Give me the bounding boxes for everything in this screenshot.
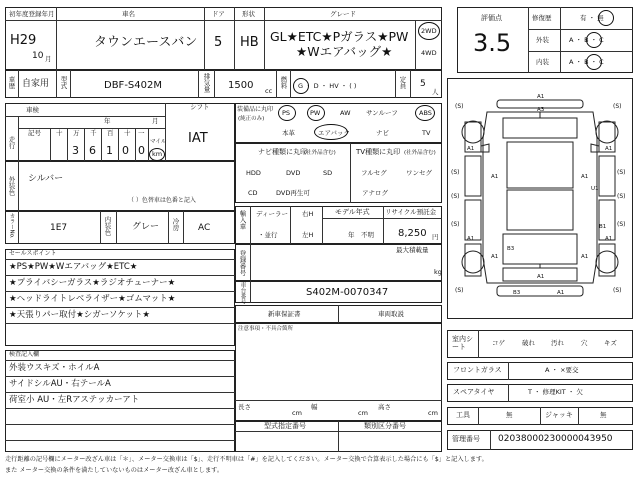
width-label: 幅	[311, 403, 318, 411]
reg-year: H29	[10, 33, 37, 48]
import-label: 輸入車	[238, 210, 247, 230]
ac-value: AC	[198, 223, 211, 233]
digit-hdr-5: 十	[124, 129, 131, 137]
manual-label: 車両取説	[378, 310, 404, 318]
seat-scratch: キズ	[604, 339, 617, 347]
grade-line2: ★Wエアバッグ★	[296, 44, 393, 59]
digit-2: 3	[72, 144, 79, 157]
tv-sub: (社外品含む)	[404, 150, 436, 156]
tv-oneseg: ワンセグ	[406, 169, 432, 177]
color-code: 1E7	[50, 223, 68, 233]
digit-hdr-1: 十	[56, 129, 63, 137]
spare-items: T ・ 修理KIT ・ 欠	[528, 388, 583, 396]
diag-label-a1-mr: A1	[581, 174, 589, 180]
diag-s-2: (S)	[613, 103, 622, 110]
notes-label: 注意事項・不具合箇所	[238, 326, 294, 332]
import-left-hand: 左H	[302, 231, 314, 239]
length-label: 長さ	[238, 403, 251, 411]
reg-month: 10	[32, 51, 44, 61]
diag-label-a1-fl: A1	[467, 146, 475, 152]
seat-tear: 破れ	[522, 339, 535, 347]
selling-line-3: ★天張りパー取付★シガーソケット★	[9, 310, 151, 320]
chassis-number: S402M-0070347	[306, 287, 389, 298]
tools-value: 無	[506, 411, 513, 419]
model-year-label: モデル年式	[335, 208, 370, 216]
equip-subtitle: (純正のみ)	[238, 116, 265, 122]
diag-label-a1-rr: A1	[581, 254, 589, 260]
mgmt-label: 管理番号	[452, 435, 480, 443]
diag-s-5: (S)	[451, 193, 460, 200]
height-label: 高さ	[378, 403, 391, 411]
type-label: 型式指定番号	[264, 422, 306, 430]
selling-line-1: ★プライバシーガラス★ラジオチューナー★	[9, 278, 176, 288]
height-cm: cm	[428, 409, 438, 417]
nav-hdd: HDD	[246, 169, 261, 177]
model-label: 型式	[59, 76, 68, 89]
digit-hdr-4: 百	[107, 129, 114, 137]
equip-ps: PS	[282, 109, 291, 117]
interior-color: グレー	[132, 222, 160, 232]
door-count: 5	[214, 35, 223, 50]
color-box	[5, 161, 235, 211]
tv-fullseg: フルセグ	[361, 169, 387, 177]
length-cm: cm	[292, 409, 302, 417]
digit-4: 1	[106, 144, 113, 157]
diag-label-a1-bumper: A1	[557, 290, 565, 296]
equip-aw: AW	[340, 109, 351, 117]
diag-label-a1-rear: A1	[537, 274, 545, 280]
nav-sd: SD	[323, 169, 333, 177]
fuel-options: G ・ D ・ HV ・ ( )	[298, 82, 357, 90]
inspection-year: 年	[104, 117, 111, 125]
interior-b-circle	[586, 54, 602, 70]
shape-value: HB	[240, 35, 259, 50]
door-label: ドア	[212, 10, 225, 18]
capacity: 5	[420, 79, 426, 89]
fuel-label: 燃料	[279, 76, 288, 89]
equip-airbag: エアバック	[318, 129, 350, 137]
equip-sunroof: サンルーフ	[366, 109, 398, 117]
unit-mile: マイル	[150, 139, 167, 145]
import-dealer: ディーラー	[256, 210, 288, 218]
diag-label-b3: B3	[507, 246, 515, 252]
person-unit: 人	[432, 88, 439, 96]
unit-km: km	[152, 150, 163, 158]
kg-unit: kg	[434, 268, 442, 276]
diag-s-4: (S)	[617, 169, 626, 176]
color-value: シルバー	[28, 174, 64, 184]
regno-label: 登録番号	[238, 250, 247, 276]
interior-label: 内装	[536, 58, 549, 66]
inspect-label: 検査記入欄	[9, 351, 40, 358]
recycle-label: リサイクル預託金	[385, 208, 437, 216]
grade-line1: GL★ETC★Pガラス★PW	[270, 29, 409, 44]
recycle-value: 8,250	[398, 228, 427, 239]
nav-dvd: DVD	[286, 169, 301, 177]
score-value: 3.5	[473, 29, 512, 57]
seat-hole: 穴	[581, 339, 588, 347]
width-cm: cm	[358, 409, 368, 417]
digit-hdr-3: 千	[90, 129, 97, 137]
interior-color-label: 内装色	[103, 216, 112, 236]
diag-label-a1-l: A1	[467, 236, 475, 242]
import-right-hand: 右H	[302, 210, 314, 218]
score-label: 評価点	[481, 14, 502, 22]
jack-label: ジャッキ	[545, 411, 573, 419]
nav-sub: (社外品含む)	[304, 150, 336, 156]
color-note: （ ）色替車は色番と記入	[128, 197, 196, 204]
seat-burn: コゲ	[492, 339, 505, 347]
jack-value: 無	[600, 411, 607, 419]
diag-s-10: (S)	[613, 287, 622, 294]
selling-label: セールスポイント	[9, 250, 57, 257]
warranty-label: 新車保証書	[268, 310, 301, 318]
exterior-label: 外装	[536, 36, 549, 44]
inspection-month: 月	[152, 117, 159, 125]
color-label: 外装色	[7, 176, 16, 196]
diag-s-1: (S)	[455, 103, 464, 110]
equip-leather: 本革	[282, 129, 295, 137]
capacity-label: 定員	[398, 76, 407, 89]
diag-label-a1-top: A1	[537, 94, 545, 100]
diag-s-8: (S)	[617, 221, 626, 228]
digit-hdr-0: 記号	[28, 129, 41, 137]
diag-label-a1-fr: A1	[605, 146, 613, 152]
exterior-options: A ・ B ・ C	[569, 36, 604, 44]
footer-line2: また メーター交換の条件を満たしていないものはメーター改ざん車とします。	[5, 467, 224, 474]
diag-label-b1: B1	[599, 224, 607, 230]
windshield-items: A ・ ×要交	[545, 366, 579, 374]
nav-cd: CD	[248, 189, 258, 197]
diag-s-3: (S)	[451, 169, 460, 176]
diag-s-9: (S)	[455, 287, 464, 294]
color-code-label: カラーNo.	[8, 213, 15, 239]
diag-label-b3-rear: B3	[513, 290, 521, 296]
diag-s-6: (S)	[617, 193, 626, 200]
windshield-label: フロントガラス	[453, 366, 502, 374]
repair-label: 修復歴	[532, 14, 552, 22]
notes-box	[235, 323, 442, 421]
exterior-b-circle	[586, 32, 602, 48]
seat-label: 室内シート	[452, 335, 473, 351]
drive-4wd: 4WD	[421, 49, 437, 57]
nav-dvd-play: DVD再生可	[276, 189, 310, 197]
inspect-line-1: サイドシルAU・右テールA	[9, 379, 111, 389]
spare-label: スペアタイヤ	[453, 388, 495, 396]
digit-3: 6	[89, 144, 96, 157]
seat-stain: 汚れ	[551, 339, 564, 347]
equip-pw: PW	[310, 109, 321, 117]
repair-options: 有 ・ 無	[580, 14, 604, 22]
diag-label-a1-ml: A1	[491, 174, 499, 180]
inspection-label: 車検	[26, 106, 39, 114]
diag-s-7: (S)	[451, 221, 460, 228]
car-diagram	[447, 78, 633, 319]
ac-label: 冷房	[171, 218, 180, 231]
model-value: DBF-S402M	[104, 80, 162, 91]
class-label: 類別区分番号	[364, 422, 406, 430]
equip-tv: TV	[422, 129, 431, 137]
drive-2wd: 2WD	[421, 27, 437, 35]
interior-options: A ・ B ・ C	[569, 58, 604, 66]
diag-label-u1: U1	[591, 186, 599, 192]
diag-label-a3: A3	[537, 107, 545, 113]
selling-line-0: ★PS★PW★Wエアバッグ★ETC★	[9, 262, 138, 272]
repair-none-circle	[598, 10, 614, 26]
equip-title: 装備品に丸印	[237, 106, 274, 113]
nav-title: ナビ種類に丸印	[258, 148, 307, 156]
shape-label: 形状	[242, 10, 255, 18]
model-year-value: 年 不明	[348, 231, 374, 239]
digit-hdr-2: 万	[73, 129, 80, 137]
equip-navi: ナビ	[376, 129, 389, 137]
displacement: 1500	[228, 80, 254, 91]
tv-analog: アナログ	[362, 189, 388, 197]
mgmt-value: 02038000230000043950	[498, 434, 613, 444]
disp-label: 排気量	[202, 73, 211, 93]
cc-unit: cc	[265, 87, 273, 95]
diag-label-a1-r: A1	[605, 236, 613, 242]
use-label: 車歴	[7, 76, 16, 89]
max-load-label: 最大積載量	[396, 246, 429, 254]
reg-label: 初年度登録年月	[9, 10, 55, 18]
selling-line-2: ★ヘッドライトレベライザー★ゴムマット★	[9, 294, 176, 304]
mileage-label: 走行	[7, 136, 16, 149]
digit-5: 0	[122, 144, 129, 157]
shift-value: IAT	[188, 131, 208, 146]
diag-label-a1-rl: A1	[491, 254, 499, 260]
yen-unit: 円	[432, 233, 439, 241]
grade-label: グレード	[330, 10, 356, 18]
tv-title: TV種類に丸印	[356, 148, 401, 156]
inspect-line-2: 荷室小 AU・左Rアステッカーアト	[9, 395, 140, 405]
digit-hdr-6: 一	[138, 129, 145, 137]
shift-label: シフト	[190, 103, 210, 111]
equip-abs: ABS	[419, 109, 432, 117]
name-label: 車名	[122, 10, 135, 18]
tools-label: 工具	[456, 411, 470, 419]
inspect-line-0: 外装ウスキズ・ホイルA	[9, 363, 100, 373]
footer-line1: 走行距離の記号欄にメーター改ざん車は「＊」、メーター交換車は「$」、走行不明車は「#」を記入してください。メーター交換で合算表示した場合にも「$」と記入します。	[5, 456, 488, 463]
digit-6: 0	[138, 144, 145, 157]
chassis-label: 車台番号	[239, 282, 246, 304]
import-parallel: ・並行	[258, 231, 278, 239]
reg-month-unit: 月	[45, 55, 52, 63]
car-name: タウンエースバン	[94, 35, 198, 50]
use-value: 自家用	[22, 79, 50, 89]
